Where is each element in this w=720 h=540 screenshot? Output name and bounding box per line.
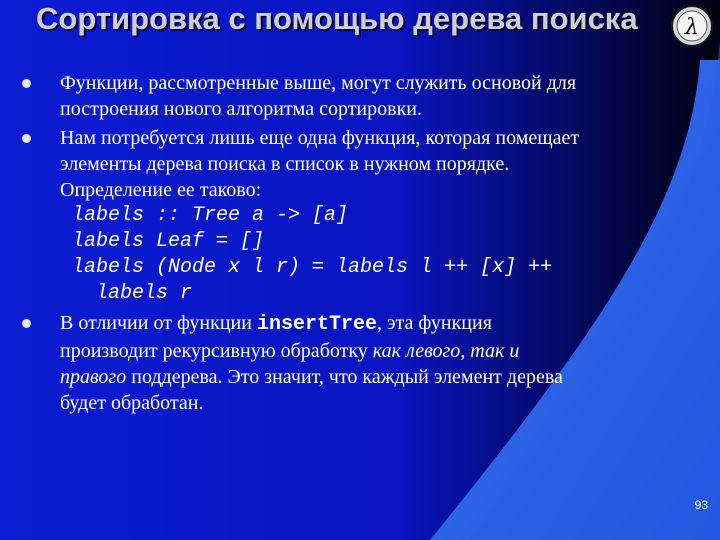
- bullet-2-line-3: Определение ее таково:: [60, 179, 262, 201]
- bullet-dot-icon: [22, 134, 31, 143]
- bullet-3-line-4: будет обработан.: [60, 392, 204, 414]
- function-name-inserttree: insertTree: [256, 313, 377, 336]
- bullet-dot-icon: [22, 79, 31, 88]
- bullet-3-line-1: [60, 310, 696, 338]
- bullet-2-line-2: элементы дерева поиска в список в нужном порядке.: [60, 153, 510, 175]
- bullet-3-line-2: [60, 338, 696, 364]
- bullet-1-line-1: Функции, рассмотренные выше, могут служить основой для: [60, 72, 577, 94]
- logo-glyph: λ: [685, 15, 699, 40]
- code-line-2: labels Leaf = []: [60, 230, 265, 253]
- code-line-1: labels :: Tree a -> [a]: [60, 204, 349, 227]
- slide-title: Сортировка с помощью дерева поиска: [36, 1, 638, 36]
- code-line-4: labels r: [60, 282, 193, 305]
- bullet-2-line-1: Нам потребуется лишь еще одна функция, которая помещает: [60, 127, 580, 149]
- bullet-3-line-2-start: производит рекурсивную обработку: [60, 340, 373, 362]
- page-number: 93: [694, 498, 708, 512]
- lambda-logo-icon: [670, 4, 714, 48]
- slide-content: [16, 70, 696, 419]
- bullet-3-line-3-emphasis: правого: [60, 366, 127, 388]
- bullet-item-1: [16, 70, 696, 122]
- code-line-3: labels (Node x l r) = labels l ++ [x] ++: [60, 256, 553, 279]
- bullet-1-line-2: построения нового алгоритма сортировки.: [60, 98, 423, 120]
- bullet-3-prefix: В отличии от функции: [60, 312, 257, 334]
- bullet-3-after-func: , эта функция: [376, 312, 492, 334]
- bullet-3-line-2-emphasis: как левого, так и: [372, 340, 520, 362]
- bullet-item-2: [16, 125, 696, 307]
- bullet-dot-icon: [22, 319, 31, 328]
- bullet-3-line-3-rest: поддерева. Это значит, что каждый элемент дерева: [126, 366, 563, 388]
- bullet-3-line-3: [60, 364, 696, 390]
- bullet-item-3: [16, 310, 696, 416]
